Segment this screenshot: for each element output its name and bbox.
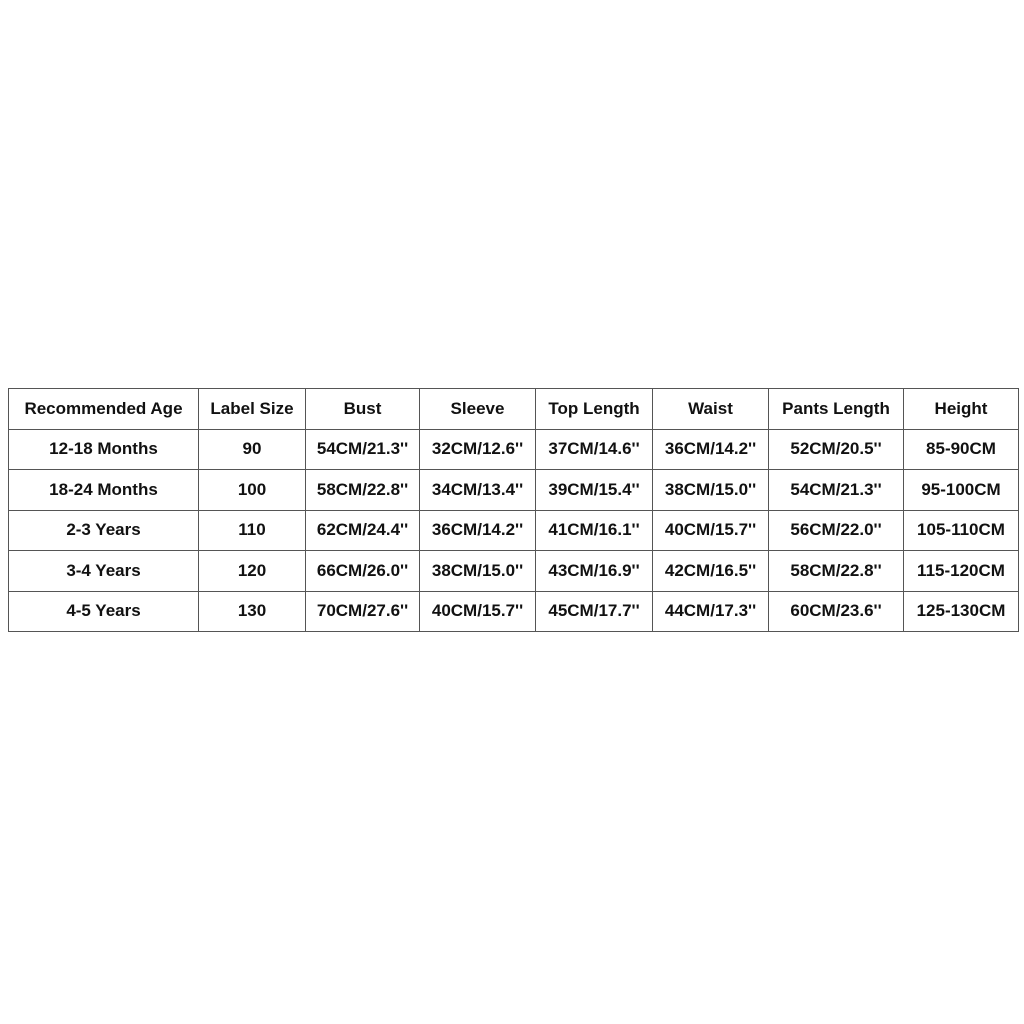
cell-pants-length: 52CM/20.5''	[769, 429, 904, 470]
cell-recommended-age: 18-24 Months	[9, 470, 199, 511]
cell-sleeve: 38CM/15.0''	[420, 551, 536, 592]
cell-top-length: 37CM/14.6''	[536, 429, 653, 470]
cell-sleeve: 36CM/14.2''	[420, 510, 536, 551]
table-row	[9, 551, 1019, 592]
cell-waist: 40CM/15.7''	[653, 510, 769, 551]
cell-recommended-age: 3-4 Years	[9, 551, 199, 592]
header-height: Height	[904, 389, 1019, 430]
cell-bust: 58CM/22.8''	[306, 470, 420, 511]
cell-bust: 62CM/24.4''	[306, 510, 420, 551]
header-row	[9, 389, 1019, 430]
cell-top-length: 43CM/16.9''	[536, 551, 653, 592]
cell-sleeve: 40CM/15.7''	[420, 591, 536, 632]
cell-label-size: 100	[199, 470, 306, 511]
cell-height: 115-120CM	[904, 551, 1019, 592]
cell-height: 125-130CM	[904, 591, 1019, 632]
cell-waist: 36CM/14.2''	[653, 429, 769, 470]
cell-pants-length: 58CM/22.8''	[769, 551, 904, 592]
cell-bust: 54CM/21.3''	[306, 429, 420, 470]
header-pants-length: Pants Length	[769, 389, 904, 430]
cell-sleeve: 34CM/13.4''	[420, 470, 536, 511]
table-row	[9, 429, 1019, 470]
cell-pants-length: 54CM/21.3''	[769, 470, 904, 511]
cell-top-length: 45CM/17.7''	[536, 591, 653, 632]
cell-label-size: 130	[199, 591, 306, 632]
cell-label-size: 90	[199, 429, 306, 470]
cell-waist: 42CM/16.5''	[653, 551, 769, 592]
cell-waist: 38CM/15.0''	[653, 470, 769, 511]
cell-waist: 44CM/17.3''	[653, 591, 769, 632]
cell-height: 105-110CM	[904, 510, 1019, 551]
header-waist: Waist	[653, 389, 769, 430]
cell-pants-length: 60CM/23.6''	[769, 591, 904, 632]
header-top-length: Top Length	[536, 389, 653, 430]
cell-label-size: 120	[199, 551, 306, 592]
cell-recommended-age: 2-3 Years	[9, 510, 199, 551]
table-row	[9, 591, 1019, 632]
cell-pants-length: 56CM/22.0''	[769, 510, 904, 551]
header-sleeve: Sleeve	[420, 389, 536, 430]
header-bust: Bust	[306, 389, 420, 430]
header-recommended-age: Recommended Age	[9, 389, 199, 430]
cell-bust: 66CM/26.0''	[306, 551, 420, 592]
size-chart-table	[8, 388, 1019, 632]
header-label-size: Label Size	[199, 389, 306, 430]
cell-recommended-age: 12-18 Months	[9, 429, 199, 470]
cell-sleeve: 32CM/12.6''	[420, 429, 536, 470]
table-row	[9, 510, 1019, 551]
cell-bust: 70CM/27.6''	[306, 591, 420, 632]
cell-recommended-age: 4-5 Years	[9, 591, 199, 632]
cell-top-length: 41CM/16.1''	[536, 510, 653, 551]
cell-label-size: 110	[199, 510, 306, 551]
table-row	[9, 470, 1019, 511]
cell-top-length: 39CM/15.4''	[536, 470, 653, 511]
cell-height: 95-100CM	[904, 470, 1019, 511]
cell-height: 85-90CM	[904, 429, 1019, 470]
